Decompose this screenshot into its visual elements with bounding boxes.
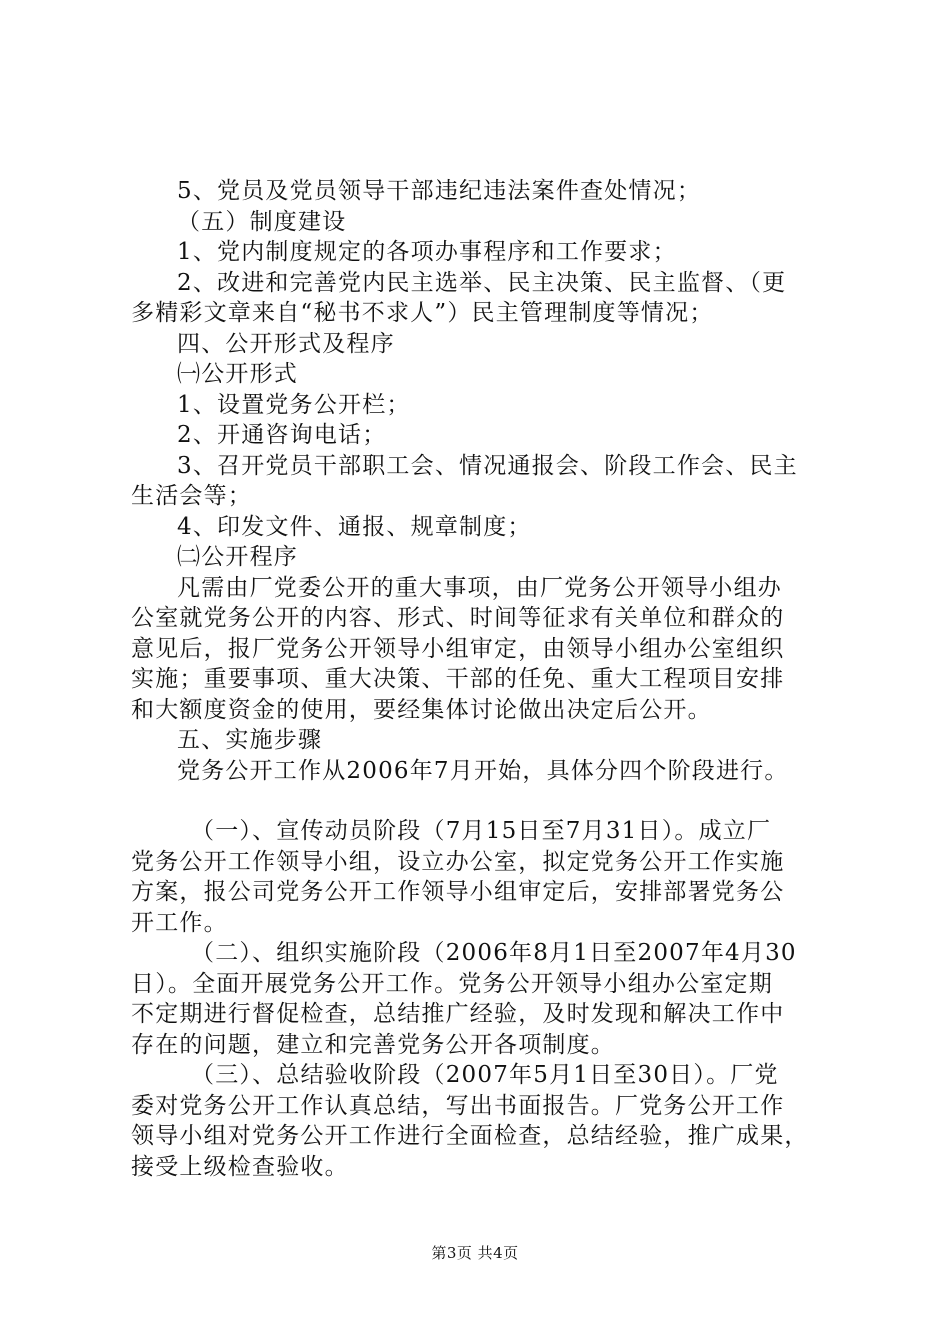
- text-line: 党务公开工作从2006年7月开始，具体分四个阶段进行。: [177, 757, 789, 784]
- text-line: （二）、组织实施阶段（2006年8月1日至2007年4月30: [191, 940, 797, 966]
- text-line: （五）制度建设: [177, 208, 347, 235]
- text-line: 3、召开党员干部职工会、情况通报会、阶段工作会、民主: [177, 452, 798, 479]
- text-line: 1、设置党务公开栏；: [177, 391, 411, 418]
- text-line: （三）、总结验收阶段（2007年5月1日至30日）。厂党: [191, 1062, 779, 1088]
- text-line: 实施；重要事项、重大决策、干部的任免、重大工程项目安排: [131, 666, 785, 692]
- text-line: 方案，报公司党务公开工作领导小组审定后，安排部署党务公: [131, 879, 785, 905]
- text-line: 4、印发文件、通报、规章制度；: [177, 513, 532, 540]
- text-line: 意见后，报厂党务公开领导小组审定，由领导小组办公室组织: [131, 635, 785, 662]
- text-line: 2、开通咨询电话；: [177, 422, 387, 448]
- text-line: 领导小组对党务公开工作进行全面检查，总结经验，推广成果，: [131, 1123, 809, 1149]
- page-footer: 第3页 共4页: [431, 1244, 519, 1262]
- text-line: 党务公开工作领导小组，设立办公室，拟定党务公开工作实施: [131, 848, 785, 875]
- text-line: 不定期进行督促检查，总结推广经验，及时发现和解决工作中: [131, 1001, 785, 1027]
- text-line: 多精彩文章来自“秘书不求人”）民主管理制度等情况；: [131, 300, 714, 326]
- text-line: ㈡公开程序: [177, 544, 298, 570]
- text-line: 1、党内制度规定的各项办事程序和工作要求；: [177, 239, 677, 265]
- text-line: 公室就党务公开的内容、形式、时间等征求有关单位和群众的: [131, 605, 785, 631]
- text-line: 生活会等；: [131, 483, 252, 509]
- text-line: 五、实施步骤: [177, 727, 323, 753]
- text-line: 5、党员及党员领导干部违纪违法案件查处情况；: [177, 178, 702, 204]
- text-line: 2、改进和完善党内民主选举、民主决策、民主监督、（更: [177, 269, 787, 296]
- text-line: 凡需由厂党委公开的重大事项，由厂党务公开领导小组办: [177, 574, 782, 601]
- text-line: ㈠公开形式: [177, 361, 298, 387]
- text-line: 委对党务公开工作认真总结，写出书面报告。厂党务公开工作: [131, 1092, 785, 1119]
- text-line: 四、公开形式及程序: [177, 330, 395, 357]
- text-line: 和大额度资金的使用，要经集体讨论做出决定后公开。: [131, 696, 712, 723]
- document-body: [131, 176, 831, 1182]
- text-line: 开工作。: [131, 909, 228, 936]
- text-line: 接受上级检查验收。: [131, 1153, 349, 1180]
- text-line: 存在的问题，建立和完善党务公开各项制度。: [131, 1031, 615, 1058]
- text-line: （一）、宣传动员阶段（7月15日至7月31日）。成立厂: [191, 818, 772, 844]
- text-line: 日）。全面开展党务公开工作。党务公开领导小组办公室定期: [131, 970, 773, 997]
- blank-line: [131, 786, 831, 816]
